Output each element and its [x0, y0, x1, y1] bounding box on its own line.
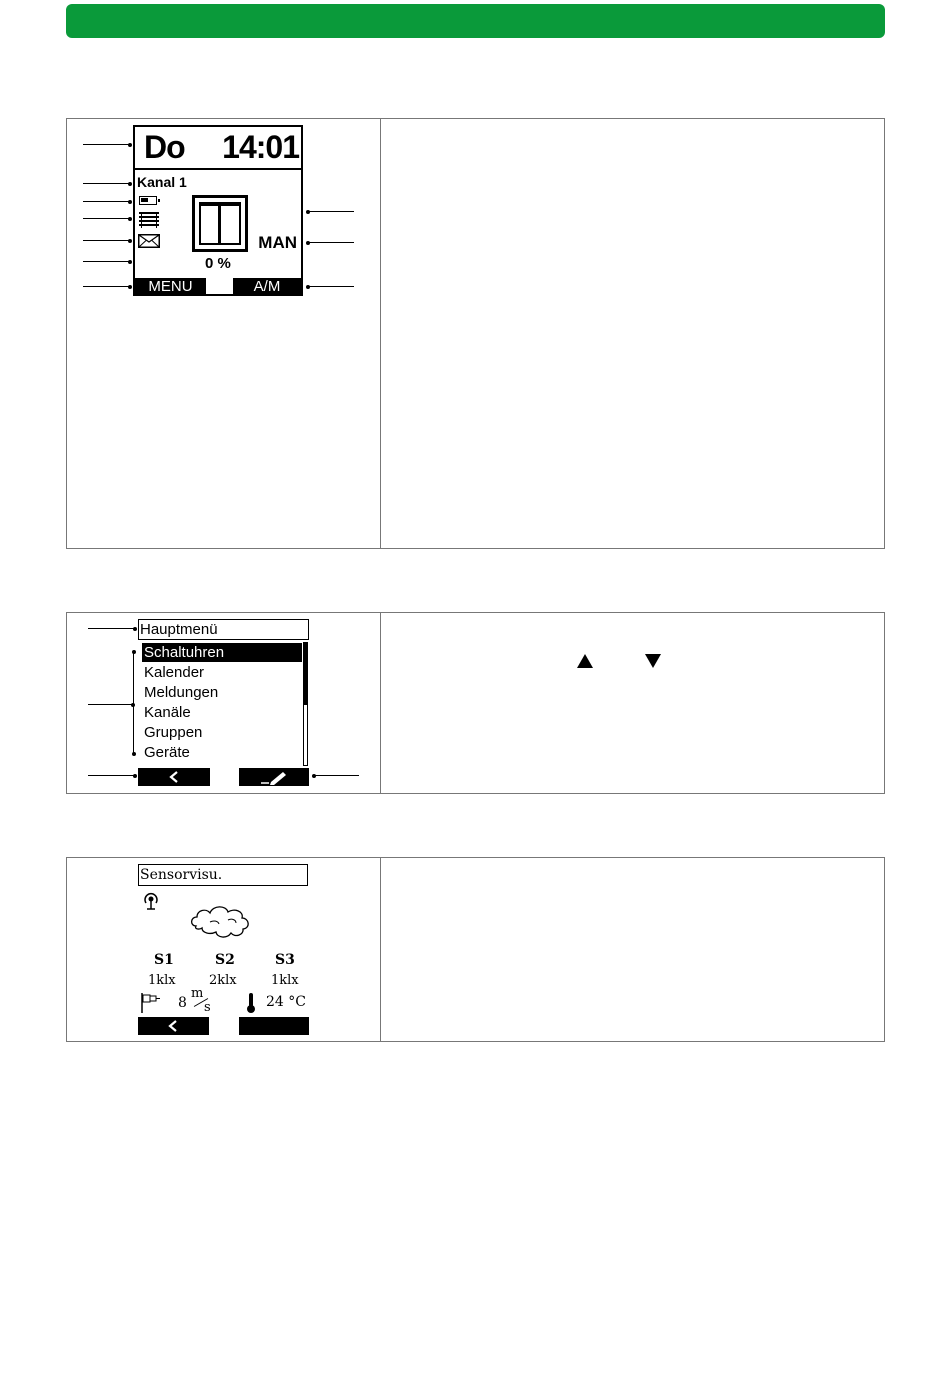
callout-line	[308, 286, 354, 287]
column-divider	[380, 119, 381, 548]
sensor-screen-title: Sensorvisu.	[138, 864, 308, 886]
wind-flag-icon	[140, 992, 162, 1014]
callout-line	[83, 218, 130, 219]
callout-line	[83, 261, 130, 262]
menu-scrollbar[interactable]	[303, 642, 308, 766]
callout-line	[308, 211, 354, 212]
back-softkey[interactable]	[138, 1017, 209, 1035]
scrollbar-thumb[interactable]	[304, 643, 307, 705]
menu-item-meldungen[interactable]: Meldungen	[144, 684, 219, 701]
sensor-s3-label: S3	[275, 952, 295, 968]
callout-dot	[132, 752, 136, 756]
clock-time: 14:01	[222, 129, 299, 165]
edit-softkey[interactable]	[239, 768, 309, 786]
pencil-icon	[239, 768, 309, 786]
callout-line	[83, 144, 130, 145]
callout-line	[83, 240, 130, 241]
menu-item-kanaele[interactable]: Kanäle	[144, 704, 191, 721]
menu-item-schaltuhren[interactable]: Schaltuhren	[142, 643, 302, 662]
empty-softkey[interactable]	[239, 1017, 309, 1035]
sensor-s1-label: S1	[154, 952, 174, 968]
arrow-up-icon	[576, 653, 594, 669]
chevron-left-icon	[138, 1017, 209, 1035]
callout-line	[88, 775, 135, 776]
wind-speed-value: 8	[178, 995, 187, 1011]
chevron-left-icon	[138, 768, 210, 786]
wind-unit-denominator: s	[204, 1000, 211, 1015]
callout-line	[83, 201, 130, 202]
lcd-main-screen	[133, 125, 303, 296]
column-divider	[380, 613, 381, 793]
menu-item-gruppen[interactable]: Gruppen	[144, 724, 203, 741]
wind-unit-numerator: m	[191, 986, 204, 1001]
day-label: Do	[144, 129, 185, 165]
arrow-down-icon	[644, 653, 662, 669]
sensor-s2-label: S2	[215, 952, 235, 968]
radio-signal-icon	[141, 891, 161, 911]
blind-slats-icon	[139, 212, 159, 228]
menu-item-kalender[interactable]: Kalender	[144, 664, 205, 681]
header-separator	[135, 168, 301, 170]
cloud-icon	[188, 902, 258, 942]
lcd-main-menu-screen	[138, 619, 309, 786]
callout-line	[88, 628, 135, 629]
callout-line	[314, 775, 359, 776]
sensor-s1-value: 1klx	[148, 973, 176, 988]
window-blind-graphic	[192, 195, 248, 252]
sensor-s2-value: 2klx	[209, 973, 237, 988]
back-softkey[interactable]	[138, 768, 210, 786]
callout-dot	[132, 650, 136, 654]
battery-icon	[139, 196, 157, 205]
temperature-value: 24 °C	[266, 994, 306, 1010]
header-bar	[66, 4, 885, 38]
channel-label: Kanal 1	[137, 174, 187, 190]
message-envelope-icon	[138, 234, 160, 248]
sensor-s3-value: 1klx	[271, 973, 299, 988]
callout-line	[308, 242, 354, 243]
callout-line	[88, 704, 133, 705]
callout-bracket	[133, 652, 134, 754]
position-percent: 0 %	[205, 255, 231, 272]
menu-title: Hauptmenü	[138, 619, 309, 640]
thermometer-icon	[245, 992, 257, 1014]
mode-label: MAN	[258, 233, 297, 252]
menu-item-geraete[interactable]: Geräte	[144, 744, 190, 761]
lcd-sensor-screen	[138, 864, 309, 1035]
menu-softkey[interactable]: MENU	[135, 278, 206, 296]
callout-line	[83, 286, 130, 287]
column-divider	[380, 858, 381, 1041]
callout-line	[83, 183, 130, 184]
auto-manual-softkey[interactable]: A/M	[233, 278, 301, 296]
